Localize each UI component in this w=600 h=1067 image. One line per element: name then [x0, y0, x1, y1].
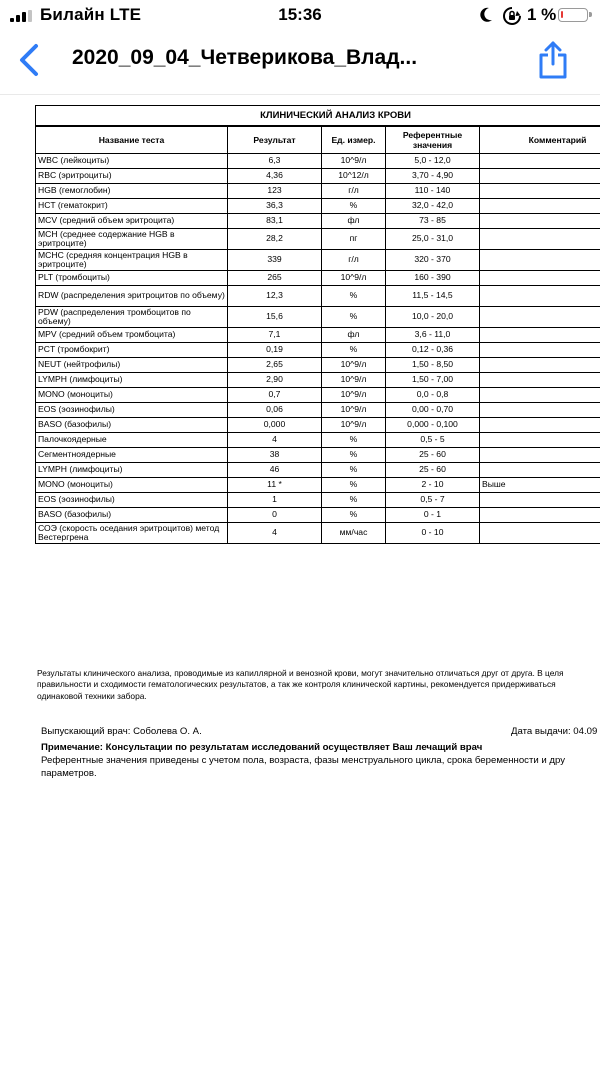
table-row [36, 271, 600, 286]
test-name-cell: PLT (тромбоциты) [36, 271, 228, 286]
result-cell: 0,7 [228, 388, 322, 403]
unit-cell: % [322, 478, 386, 493]
comment-cell [480, 463, 600, 478]
remark-line [41, 742, 482, 753]
reference-cell: 25,0 - 31,0 [386, 229, 480, 250]
comment-cell [480, 250, 600, 271]
unit-cell: фл [322, 328, 386, 343]
result-cell: 0,06 [228, 403, 322, 418]
comment-cell [480, 523, 600, 544]
unit-cell: % [322, 343, 386, 358]
table-row [36, 184, 600, 199]
reference-cell: 25 - 60 [386, 463, 480, 478]
table-row [36, 403, 600, 418]
blood-test-table [35, 105, 600, 544]
reference-cell: 0,5 - 5 [386, 433, 480, 448]
table-row [36, 418, 600, 433]
comment-cell [480, 358, 600, 373]
table-header-row [36, 126, 600, 154]
result-cell: 15,6 [228, 307, 322, 328]
result-cell: 4,36 [228, 169, 322, 184]
comment-cell [480, 154, 600, 169]
comment-cell [480, 508, 600, 523]
unit-cell: 10^9/л [322, 271, 386, 286]
test-name-cell: Палочкоядерные [36, 433, 228, 448]
test-name-cell: Сегментноядерные [36, 448, 228, 463]
comment-cell [480, 388, 600, 403]
unit-cell: % [322, 463, 386, 478]
unit-cell: 10^9/л [322, 403, 386, 418]
back-chevron-icon[interactable] [14, 42, 48, 78]
reference-cell: 160 - 390 [386, 271, 480, 286]
comment-cell [480, 403, 600, 418]
issuing-doctor: Выпускающий врач: Соболева О. А. [41, 726, 202, 737]
unit-cell: пг [322, 229, 386, 250]
test-name-cell: MCV (средний объем эритроцита) [36, 214, 228, 229]
result-cell: 4 [228, 523, 322, 544]
table-row [36, 307, 600, 328]
reference-cell: 32,0 - 42,0 [386, 199, 480, 214]
remark-label: Примечание: [41, 742, 103, 753]
test-name-cell: LYMPH (лимфоциты) [36, 373, 228, 388]
reference-note: Референтные значения приведены с учетом пола, возраста, фазы менструального цикла, срока беременности и дру параметров. [41, 755, 600, 780]
header-reference: Референтные значения [386, 126, 480, 154]
test-name-cell: WBC (лейкоциты) [36, 154, 228, 169]
comment-cell [480, 307, 600, 328]
comment-cell [480, 418, 600, 433]
test-name-cell: EOS (эозинофилы) [36, 403, 228, 418]
test-name-cell: MONO (моноциты) [36, 388, 228, 403]
reference-cell: 3,6 - 11,0 [386, 328, 480, 343]
battery-icon [558, 8, 588, 22]
table-row [36, 328, 600, 343]
comment-cell [480, 199, 600, 214]
reference-cell: 0 - 10 [386, 523, 480, 544]
comment-cell [480, 214, 600, 229]
unit-cell: фл [322, 214, 386, 229]
test-name-cell: MONO (моноциты) [36, 478, 228, 493]
test-name-cell: RBC (эритроциты) [36, 169, 228, 184]
test-name-cell: MCH (среднее содержание HGB в эритроците) [36, 229, 228, 250]
unit-cell: % [322, 433, 386, 448]
table-row [36, 523, 600, 544]
table-row [36, 343, 600, 358]
test-name-cell: HCT (гематокрит) [36, 199, 228, 214]
unit-cell: % [322, 286, 386, 307]
result-cell: 6,3 [228, 154, 322, 169]
reference-cell: 73 - 85 [386, 214, 480, 229]
header-test-name: Название теста [36, 126, 228, 154]
comment-cell [480, 169, 600, 184]
comment-cell [480, 328, 600, 343]
navigation-bar [0, 32, 600, 90]
disclaimer-text: Результаты клинического анализа, проводимые из капиллярной и венозной крови, могут значительно отличаться друг от друга. В целя правильности и сходимости гематологических результатов, а так же контроля клинической картины, рекомендуется придерживаться одинаковой техники забора. [37, 668, 600, 702]
table-row [36, 478, 600, 493]
document-page [0, 94, 600, 1067]
reference-cell: 11,5 - 14,5 [386, 286, 480, 307]
table-row [36, 358, 600, 373]
comment-cell [480, 286, 600, 307]
remark-bold-text: Консультации по результатам исследований осуществляет Ваш лечащий врач [103, 742, 482, 753]
result-cell: 28,2 [228, 229, 322, 250]
result-cell: 123 [228, 184, 322, 199]
result-cell: 11 * [228, 478, 322, 493]
reference-cell: 0,0 - 0,8 [386, 388, 480, 403]
unit-cell: 10^9/л [322, 418, 386, 433]
unit-cell: % [322, 508, 386, 523]
reference-cell: 2 - 10 [386, 478, 480, 493]
header-result: Результат [228, 126, 322, 154]
unit-cell: 10^12/л [322, 169, 386, 184]
reference-cell: 5,0 - 12,0 [386, 154, 480, 169]
unit-cell: % [322, 307, 386, 328]
result-cell: 38 [228, 448, 322, 463]
reference-cell: 320 - 370 [386, 250, 480, 271]
result-cell: 36,3 [228, 199, 322, 214]
table-row [36, 463, 600, 478]
reference-cell: 10,0 - 20,0 [386, 307, 480, 328]
test-name-cell: PDW (распределения тромбоцитов по объему) [36, 307, 228, 328]
reference-cell: 25 - 60 [386, 448, 480, 463]
test-name-cell: EOS (эозинофилы) [36, 493, 228, 508]
table-row [36, 388, 600, 403]
test-name-cell: RDW (распределения эритроцитов по объему) [36, 286, 228, 307]
table-row [36, 154, 600, 169]
reference-cell: 0,00 - 0,70 [386, 403, 480, 418]
table-caption: КЛИНИЧЕСКИЙ АНАЛИЗ КРОВИ [36, 106, 600, 127]
unit-cell: 10^9/л [322, 154, 386, 169]
document-title: 2020_09_04_Четверикова_Влад... [72, 46, 512, 70]
result-cell: 339 [228, 250, 322, 271]
comment-cell [480, 373, 600, 388]
rotation-lock-icon [502, 6, 522, 26]
unit-cell: мм/час [322, 523, 386, 544]
unit-cell: г/л [322, 184, 386, 199]
test-name-cell: MCHC (средняя концентрация HGB в эритроците) [36, 250, 228, 271]
test-name-cell: PCT (тромбокрит) [36, 343, 228, 358]
table-row [36, 169, 600, 184]
table-row [36, 433, 600, 448]
unit-cell: 10^9/л [322, 358, 386, 373]
test-name-cell: NEUT (нейтрофилы) [36, 358, 228, 373]
header-comment: Комментарий [480, 126, 600, 154]
share-icon[interactable] [536, 40, 570, 80]
unit-cell: 10^9/л [322, 373, 386, 388]
reference-cell: 0 - 1 [386, 508, 480, 523]
status-bar [0, 0, 600, 32]
table-row [36, 286, 600, 307]
unit-cell: 10^9/л [322, 388, 386, 403]
table-row [36, 448, 600, 463]
test-name-cell: BASO (базофилы) [36, 508, 228, 523]
result-cell: 7,1 [228, 328, 322, 343]
result-cell: 265 [228, 271, 322, 286]
result-cell: 83,1 [228, 214, 322, 229]
result-cell: 12,3 [228, 286, 322, 307]
do-not-disturb-moon-icon [478, 6, 494, 24]
test-name-cell: MPV (средний объем тромбоцита) [36, 328, 228, 343]
issue-date: Дата выдачи: 04.09 [511, 726, 597, 737]
test-name-cell: СОЭ (скорость оседания эритроцитов) метод Вестергрена [36, 523, 228, 544]
comment-cell [480, 343, 600, 358]
result-cell: 2,90 [228, 373, 322, 388]
result-cell: 1 [228, 493, 322, 508]
table-row [36, 214, 600, 229]
test-name-cell: BASO (базофилы) [36, 418, 228, 433]
result-cell: 0,000 [228, 418, 322, 433]
table-row [36, 493, 600, 508]
test-name-cell: HGB (гемоглобин) [36, 184, 228, 199]
result-cell: 4 [228, 433, 322, 448]
result-cell: 0 [228, 508, 322, 523]
clock: 15:36 [0, 5, 600, 25]
comment-cell [480, 184, 600, 199]
comment-cell [480, 493, 600, 508]
result-cell: 0,19 [228, 343, 322, 358]
unit-cell: г/л [322, 250, 386, 271]
table-row [36, 229, 600, 250]
table-row [36, 199, 600, 214]
carrier-label: Билайн LTE [40, 5, 141, 25]
header-unit: Ед. измер. [322, 126, 386, 154]
reference-cell: 3,70 - 4,90 [386, 169, 480, 184]
comment-cell [480, 229, 600, 250]
table-row [36, 373, 600, 388]
test-name-cell: LYMPH (лимфоциты) [36, 463, 228, 478]
comment-cell [480, 433, 600, 448]
result-cell: 2,65 [228, 358, 322, 373]
reference-cell: 0,5 - 7 [386, 493, 480, 508]
reference-cell: 1,50 - 8,50 [386, 358, 480, 373]
reference-cell: 0,000 - 0,100 [386, 418, 480, 433]
table-row [36, 508, 600, 523]
comment-cell [480, 448, 600, 463]
table-row [36, 250, 600, 271]
reference-cell: 1,50 - 7,00 [386, 373, 480, 388]
reference-cell: 0,12 - 0,36 [386, 343, 480, 358]
battery-percentage: 1 % [527, 5, 556, 25]
comment-cell: Выше [480, 478, 600, 493]
unit-cell: % [322, 199, 386, 214]
result-cell: 46 [228, 463, 322, 478]
unit-cell: % [322, 493, 386, 508]
comment-cell [480, 271, 600, 286]
reference-cell: 110 - 140 [386, 184, 480, 199]
unit-cell: % [322, 448, 386, 463]
